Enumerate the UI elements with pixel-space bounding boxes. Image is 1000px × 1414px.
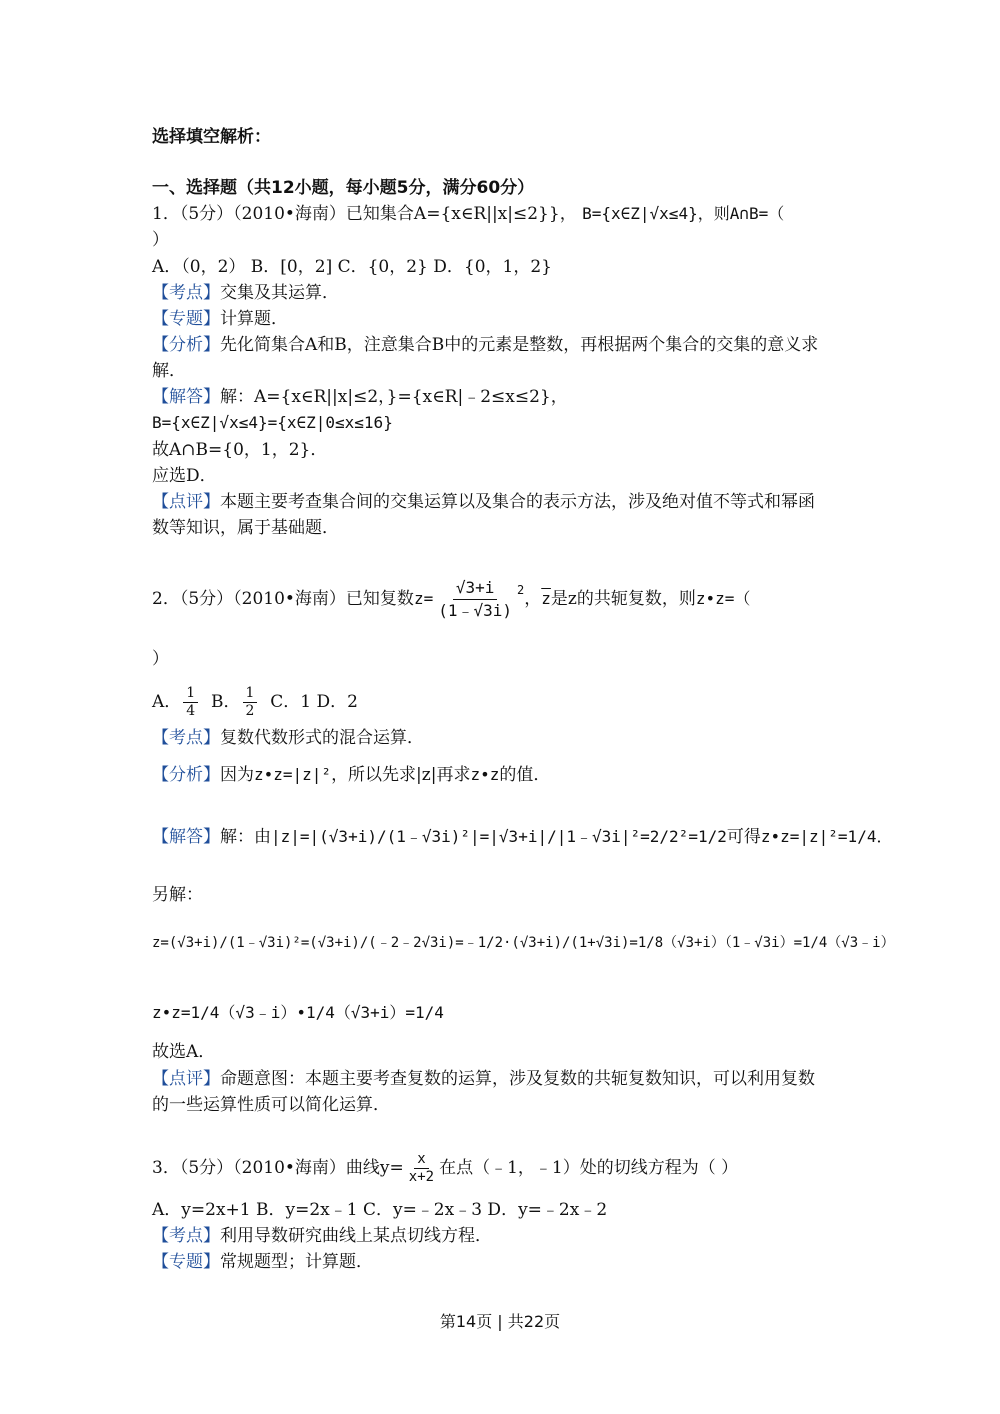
q2-numerator: √3+i [453,577,498,600]
q2-stem-prefix: 2．（5分）（2010•海南）已知复数 [152,589,414,609]
q2-kaodian-text: 复数代数形式的混合运算． [220,728,424,748]
q2-jieda [152,826,892,848]
q1-fenxi-cont: 解． [152,361,186,381]
q2-fenxi-a: 因为 [220,765,254,785]
fenxi-tag: 【分析】 [152,335,220,355]
q2-stem-end: ） [152,649,169,669]
q2-dianping-cont: 的一些运算性质可以简化运算． [152,1095,390,1115]
q3-fraction [406,1151,437,1186]
q1-zhuanti [152,308,288,330]
q1-stem [152,203,784,225]
kaodian-tag: 【考点】 [152,728,220,748]
q1-dianping-cont: 数等知识，属于基础题． [152,518,339,538]
q1-stem-b: B={x∈Z|√x≤4}，则A∩B=（ [582,204,785,223]
q2-denominator: (1﹣√3i) [438,601,513,620]
q3-stem [152,1146,738,1190]
q2-comma: ， [524,589,542,609]
q2-opt-b-den: 2 [245,703,255,719]
q2-stem-suffix: 是z的共轭复数，则 [550,589,696,609]
q1-stem-a: 1．（5分）（2010•海南）已知集合A={x∈R||x|≤2}}， [152,204,577,224]
q2-opt-rest: C．1 D．2 [270,692,358,712]
q3-stem-a: 3．（5分）（2010•海南）曲线y= [152,1158,404,1178]
q1-kaodian [152,282,339,304]
q2-opt-b-frac [243,685,258,720]
q2-fenxi [152,764,550,786]
q1-zhuanti-text: 计算题． [220,309,288,329]
q3-zhuanti [152,1251,373,1273]
q2-opt-a: A． [152,692,182,712]
q2-opt-b-num: 1 [243,685,258,703]
q3-kaodian [152,1225,492,1247]
q2-fenxi-c: 的值． [499,765,551,785]
q2-alt-line1: z=(√3+i)/(1﹣√3i)²=(√3+i)/(﹣2﹣2√3i)=﹣1/2·(√3+i)/(1+√3i)=1/8（√3+i）（1﹣√3i）=1/4（√3﹣i） [152,935,895,951]
q1-jieda-b: B={x∈Z|√x≤4}={x∈Z|0≤x≤16} [152,413,393,432]
q1-dianping [152,491,815,513]
page-heading: 选择填空解析： [152,127,271,147]
fenxi-tag: 【分析】 [152,765,220,785]
q3-numerator: x [414,1151,428,1169]
zhuanti-tag: 【专题】 [152,309,220,329]
q3-stem-b: 在点（﹣1，﹣1）处的切线方程为（ ） [439,1158,739,1178]
q2-z-eq: z= [413,589,434,608]
q2-opt-b: B． [211,692,241,712]
jieda-tag: 【解答】 [152,827,220,847]
q2-jieda-expr2: z•z=|z|²=1/4． [760,827,893,846]
q2-options [152,680,358,724]
q2-opt-a-num: 1 [183,685,198,703]
kaodian-tag: 【考点】 [152,1226,220,1246]
q2-dianping [152,1068,815,1090]
q2-fraction [435,577,515,622]
q2-opt-a-den: 4 [186,703,196,719]
q2-zzbar: z•z=（ [695,589,751,608]
q2-dianping-text: 命题意图：本题主要考查复数的运算，涉及复数的共轭复数知识，可以利用复数 [220,1069,815,1089]
q3-kaodian-text: 利用导数研究曲线上某点切线方程． [220,1226,492,1246]
q2-fenxi-expr: z•z=|z|² [254,765,332,784]
q2-jieda-a: 解：由 [220,827,271,847]
q3-options: A．y=2x+1 B．y=2x﹣1 C．y=﹣2x﹣3 D．y=﹣2x﹣2 [152,1200,608,1220]
jieda-tag: 【解答】 [152,387,220,407]
dianping-tag: 【点评】 [152,492,220,512]
q1-stem-end: ） [152,230,169,250]
q2-fenxi-b: ，所以先求|z|再求 [331,765,471,785]
q1-dianping-text: 本题主要考查集合间的交集运算以及集合的表示方法，涉及绝对值不等式和幂函 [220,492,815,512]
q2-jieda-b: 可得 [726,827,761,847]
q1-options: A．（0，2） B．[0，2] C．{0，2} D．{0，1，2} [152,257,552,277]
page-footer: 第14页 | 共22页 [439,1312,561,1331]
q2-jieda-expr: |z|=|(√3+i)/(1﹣√3i)²|=|√3+i|/|1﹣√3i|²=2/2²=1/2 [271,827,727,846]
q2-fenxi-expr2: z•z [470,765,500,784]
q1-jieda [152,386,568,408]
q1-fenxi-text: 先化简集合A和B，注意集合B中的元素是整数，再根据两个集合的交集的意义求 [220,335,819,355]
q3-denominator: x+2 [408,1169,435,1185]
q2-conclude: 故选A． [152,1042,216,1062]
q2-opt-a-frac [183,685,198,720]
q2-stem [152,577,750,622]
q2-alt-label: 另解： [152,885,203,905]
q1-jieda-c: 故A∩B={0，1，2}． [152,440,328,460]
q2-zbar: $\overline{z}$ [541,589,551,608]
q1-kaodian-text: 交集及其运算． [220,283,339,303]
q1-jieda-text: 解：A={x∈R||x|≤2，}={x∈R|﹣2≤x≤2}， [220,387,568,407]
q2-exponent: 2 [517,583,525,597]
q3-zhuanti-text: 常规题型；计算题． [220,1252,373,1272]
q2-alt-line2: z•z=1/4（√3﹣i）•1/4（√3+i）=1/4 [152,1003,444,1022]
zhuanti-tag: 【专题】 [152,1252,220,1272]
section-title: 一、选择题（共12小题，每小题5分，满分60分） [152,178,535,198]
q1-jieda-d: 应选D． [152,466,217,486]
dianping-tag: 【点评】 [152,1069,220,1089]
kaodian-tag: 【考点】 [152,283,220,303]
q2-kaodian [152,727,424,749]
q1-fenxi [152,334,818,356]
